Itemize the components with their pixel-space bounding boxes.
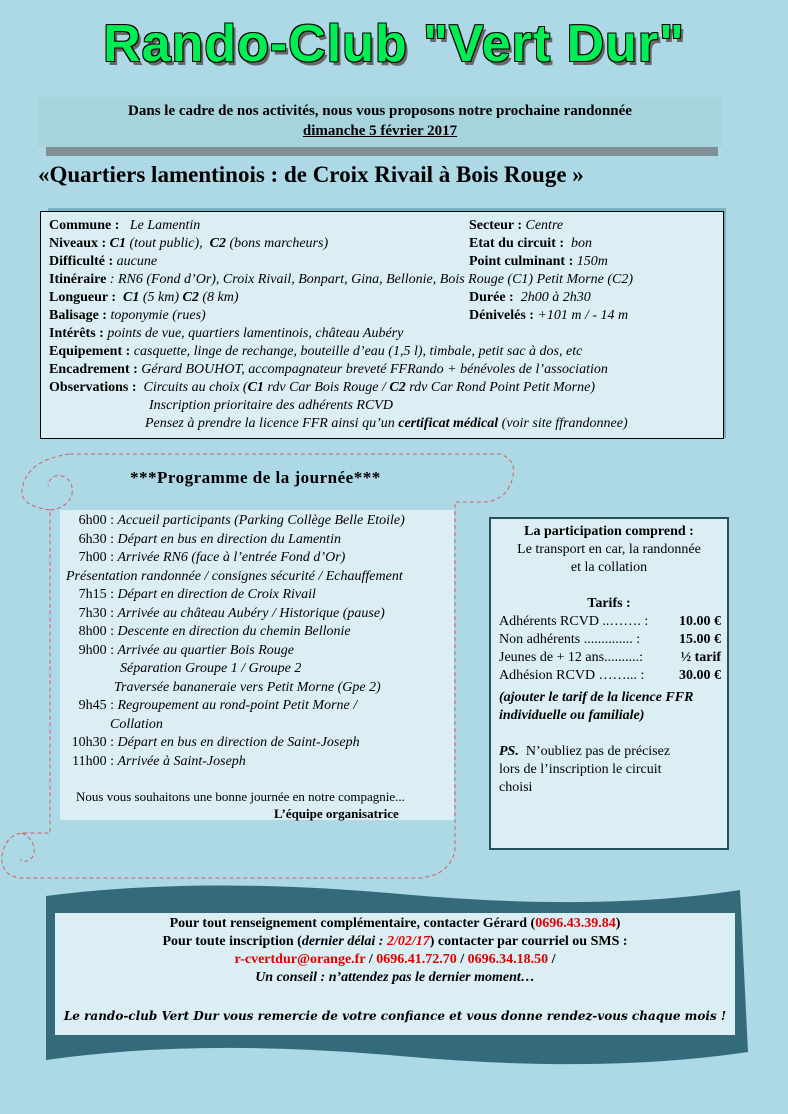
tarif-label: Non adhérents .............. : [499,632,641,647]
programme-text: Arrivée au quartier Bois Rouge [117,642,295,658]
email-link[interactable]: r-cvertdur@orange.fr [234,952,366,967]
programme-text: Collation [110,716,163,732]
thanks-line: Le rando-club Vert Dur vous remercie de votre confiance et vous donne rendez-vous chaque mois ! [63,1009,727,1023]
programme-text: Traversée bananeraie vers Petit Morne (Gpe 2) [114,679,381,695]
info-box [40,211,724,439]
programme-text: Arrivée au château Aubéry / Historique (pause) [117,605,385,621]
programme-text: Présentation randonnée / consignes sécurité / Echauffement [66,568,403,584]
tarif-price: 30.00 € [679,668,721,683]
point-row: Point culminant : 150m [469,254,608,269]
programme-item [60,734,360,752]
programme-item [60,586,316,604]
tarifs-title: Tarifs : [587,596,631,611]
longueur-row: Longueur : C1 (5 km) C2 (8 km) [49,290,239,305]
participation-line1: Le transport en car, la randonnée [517,542,701,557]
programme-item [60,549,345,567]
conseil-line: Un conseil : n’attendez pas le dernier moment… [255,970,535,985]
programme-text: Accueil participants (Parking Collège Belle Etoile) [117,513,405,528]
programme-time: 7h00 : [78,550,114,565]
difficulte-row: Difficulté : aucune [49,254,158,269]
tarif-price: 15.00 € [679,632,721,647]
programme-time: 9h00 : [78,642,114,658]
participation-box [489,517,729,850]
programme-time: 11h00 : [72,753,114,769]
programme-item [60,642,294,660]
programme-text: Départ en bus en direction du Lamentin [117,531,341,547]
programme-time: 6h00 : [78,513,114,528]
programme-item [60,697,357,715]
event-title: «Quartiers lamentinois : de Croix Rivail à Bois Rouge » [38,162,584,187]
intro-line: Dans le cadre de nos activités, nous vous proposons notre prochaine randonnée [128,103,632,119]
niveaux-row: Niveaux : C1 (tout public), C2 (bons marcheurs) [49,236,329,251]
observations-line2: Inscription prioritaire des adhérents RCVD [149,398,393,413]
programme-time: 7h30 : [78,605,114,621]
intro-band [38,97,722,147]
programme-text: Séparation Groupe 1 / Groupe 2 [120,661,302,676]
tarif-label: Adhérents RCVD ..……. : [499,614,649,629]
programme-time: 8h00 : [78,624,114,639]
tarif-label: Adhésion RCVD ……... : [499,668,645,683]
programme-text: Départ en bus en direction de Saint-Joseph [117,735,360,750]
programme-text: Arrivée à Saint-Joseph [117,753,246,769]
balisage-row: Balisage : toponymie (rues) [49,308,206,323]
participation-title: La participation comprend : [524,524,694,539]
interets-row: Intérêts : points de vue, quartiers lamentinois, château Aubéry [49,326,404,341]
programme-item [110,716,163,734]
programme-item [60,623,351,641]
ps-line3: choisi [499,780,533,795]
participation-line2: et la collation [570,560,648,575]
programme-text: Descente en direction du chemin Bellonie [117,624,351,639]
observations-line3: Pensez à prendre la licence FFR ainsi qu’un certificat médical (voir site ffrandonnee) [145,416,628,431]
contact-line2: Pour toute inscription (dernier délai : 2/02/17) contacter par courriel ou SMS : [162,934,628,949]
duree-row: Durée : 2h00 à 2h30 [469,290,591,305]
deniveles-row: Dénivelés : +101 m / - 14 m [469,308,629,323]
programme-item [114,679,381,697]
contact-line3: r-cvertdur@orange.fr / 0696.41.72.70 / 0696.34.18.50 / [234,952,556,967]
programme-time: 9h45 : [78,698,114,713]
commune-row: Commune : Le Lamentin [49,218,201,233]
programme-item [66,568,403,586]
etat-row: Etat du circuit : bon [469,236,593,251]
ps-line1: PS. N’oubliez pas de précisez [499,744,671,759]
programme-item [60,512,405,530]
programme-text: Regroupement au rond-point Petit Morne / [117,698,358,713]
ps-line2: lors de l’inscription le circuit [499,762,662,777]
event-date: dimanche 5 février 2017 [302,123,458,139]
programme-item [60,531,341,549]
programme-title: ***Programme de la journée*** [130,468,381,487]
tarifs-note-2: individuelle ou familiale) [499,708,645,723]
club-title: Rando-Club "Vert Dur" [103,15,685,73]
tarif-price: ½ tarif [680,650,721,665]
itineraire-row: Itinéraire : RN6 (Fond d’Or), Croix Rivail, Bonpart, Gina, Bellonie, Bois Rouge (C1) Petit Morne (C2) [49,272,634,287]
observations-row: Observations : Circuits au choix (C1 rdv Car Bois Rouge / C2 rdv Car Rond Point Petit Morne) [49,380,595,395]
programme-box [60,510,454,820]
programme-item [120,660,301,678]
contact-box [55,913,735,1035]
contact-line1: Pour tout renseignement complémentaire, contacter Gérard (0696.43.39.84) [169,916,621,931]
equipement-row: Equipement : casquette, linge de rechange, bouteille d’eau (1,5 l), timbale, petit sac à dos, etc [49,344,583,359]
programme-item [60,605,385,623]
programme-closing: Nous vous souhaitons une bonne journée en notre compagnie... [76,789,405,804]
programme-time: 10h30 : [71,735,114,750]
secteur-row: Secteur : Centre [469,218,564,233]
tarifs-note-1: (ajouter le tarif de la licence FFR [499,690,694,705]
programme-time: 6h30 : [78,531,114,547]
programme-signature: L’équipe organisatrice [274,806,399,821]
encadrement-row: Encadrement : Gérard BOUHOT, accompagnateur breveté FFRando + bénévoles de l’association [49,362,608,377]
programme-item [60,753,246,771]
tarif-price: 10.00 € [679,614,721,629]
programme-time: 7h15 : [78,587,114,602]
tarif-label: Jeunes de + 12 ans..........: [499,650,643,665]
programme-text: Départ en direction de Croix Rivail [117,587,316,602]
programme-text: Arrivée RN6 (face à l’entrée Fond d’Or) [117,550,346,565]
